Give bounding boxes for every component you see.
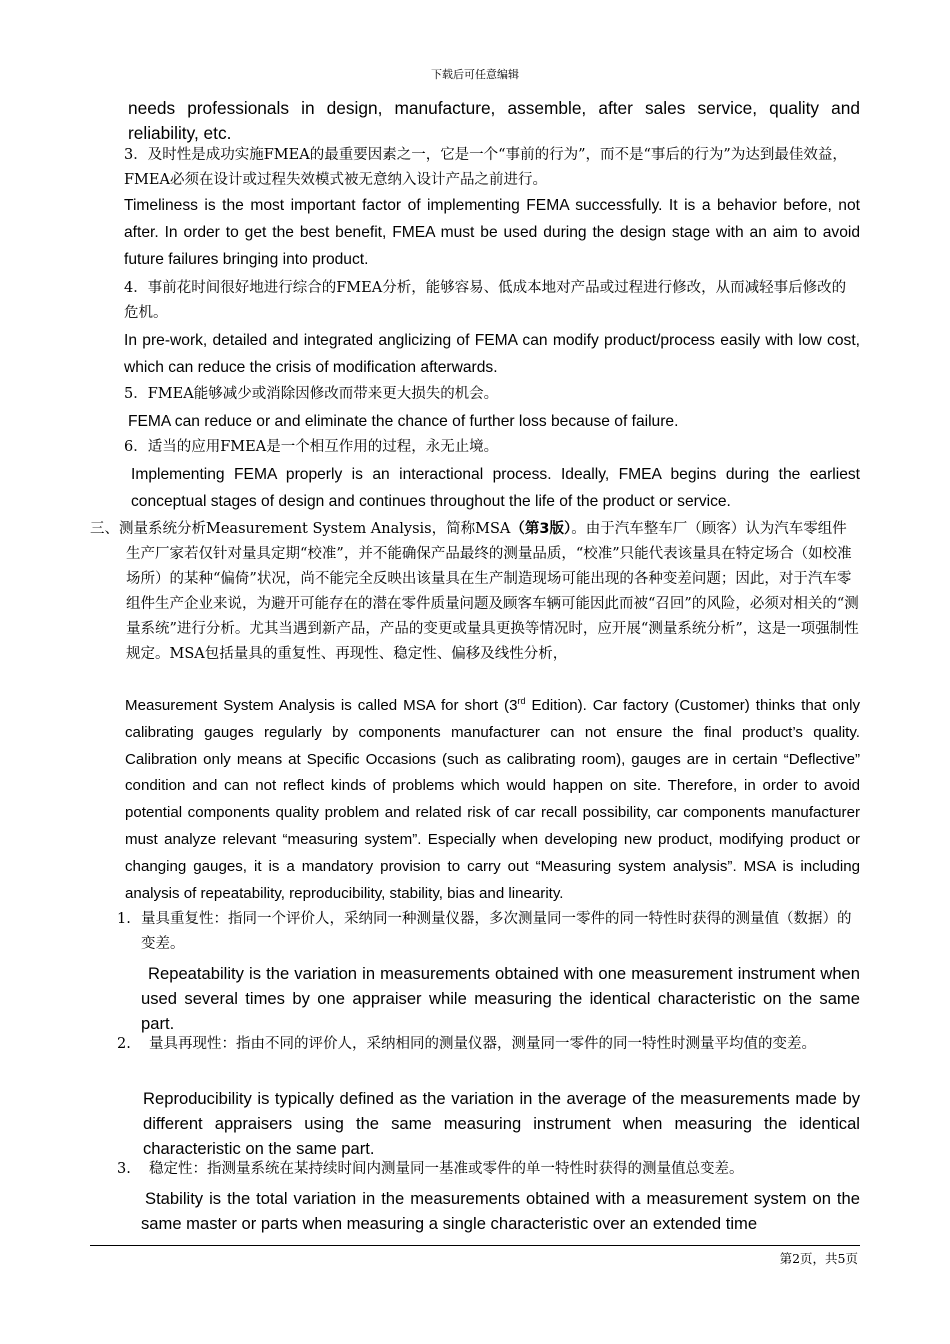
item-1-text: 量具重复性：指同一个评价人，采纳同一种测量仪器，多次测量同一零件的同一特性时获得的测量值（数据）的变差。 (141, 911, 852, 952)
item-2-chinese (117, 1032, 860, 1057)
item-3-number: 3. (117, 1161, 131, 1177)
item-2-number: 2. (117, 1036, 131, 1052)
section-3-chinese (90, 517, 860, 667)
item-1-chinese (117, 907, 860, 957)
page-header: 下载后可任意编辑 (431, 68, 519, 81)
point-4-chinese: 4．事前花时间很好地进行综合的FMEA分析，能够容易、低成本地对产品或过程进行修改，从而减轻事后修改的危机。 (124, 280, 847, 321)
item-3-english: Stability is the total variation in the measurements obtained with a measurement system on the same master or parts when measuring a single characteristic over an extended time (141, 1189, 860, 1233)
section-3-title: 三、测量系统分析Measurement System Analysis，简称MSA (90, 521, 511, 537)
point-3-chinese: 3．及时性是成功实施FMEA的最重要因素之一，它是一个“事前的行为”，而不是“事后的行为”为达到最佳效益，FMEA必须在设计或过程失效模式被无意纳入设计产品之前进行。 (124, 147, 847, 188)
point-6-english: Implementing FEMA properly is an interactional process. Ideally, FMEA begins during the earliest conceptual stages of design and continues throughout the life of the product or service. (131, 466, 860, 510)
section-3-superscript: rd (517, 695, 526, 706)
section-3-body: 。由于汽车整车厂（顾客）认为汽车零组件生产厂家若仅针对量具定期“校准”，并不能确保产品最终的测量品质，“校准”只能代表该量具在特定场合（如校准场所）的某种“偏倚”状况，尚不能完全反映出该量具在生产制造现场可能出现的各种变差问题；因此，对于汽车零组件生产企业来说，为避开可能存在的潜在零件质量问题及顾客车辆可能因此而被“召回”的风险，必须对相关的“测量系统”进行分析。尤其当遇到新产品，产品的变更或量具更换等情况时，应开展“测量系统分析”，这是一项强制性规定。MSA包括量具的重复性、再现性、稳定性、偏移及线性分析， (126, 521, 859, 662)
point-4-english: In pre-work, detailed and integrated anglicizing of FEMA can modify product/process easily with low cost, which can reduce the crisis of modification afterwards. (124, 332, 860, 376)
item-3-text: 稳定性：指测量系统在某持续时间内测量同一基准或零件的单一特性时获得的测量值总变差。 (149, 1161, 744, 1177)
section-3-edition: （第3版） (510, 521, 572, 537)
item-2-english: Reproducibility is typically defined as the variation in the average of the measurements made by different appraisers using the same measuring instrument when measuring the identical characteristic on the same part. (143, 1089, 860, 1158)
point-5-english: FEMA can reduce or and eliminate the chance of further loss because of failure. (128, 413, 679, 430)
page-number: 第2页，共5页 (779, 1251, 858, 1266)
item-1-number: 1. (117, 911, 131, 927)
section-3-english-rest: Edition). Car factory (Customer) thinks that only calibrating gauges regularly by components manufacturer can not ensure the final product’s quality. Calibration only means at Specific Occasions (such as calibrating room), gauges are in certain “Deflective” condition and can not reflect kinds of problems which would happen on site. Therefore, in order to avoid potential components quality problem and related risk of car recall possibility, car components manufacturer must analyze relevant “measuring system”. Especially when developing new product, modifying product or changing gauges, it is a mandatory provision to carry out “Measuring system analysis”. MSA is including analysis of repeatability, reproducibility, stability, bias and linearity. (125, 697, 860, 902)
item-2-text: 量具再现性：指由不同的评价人，采纳相同的测量仪器，测量同一零件的同一特性时测量平均值的变差。 (149, 1036, 816, 1052)
footer-divider (90, 1245, 860, 1246)
section-3-english (125, 693, 860, 907)
point-5-chinese: 5．FMEA能够减少或消除因修改而带来更大损失的机会。 (124, 386, 499, 402)
point-6-chinese: 6．适当的应用FMEA是一个相互作用的过程，永无止境。 (124, 439, 499, 455)
item-1-english: Repeatability is the variation in measurements obtained with one measurement instrument when used several times by one appraiser while measuring the identical characteristic on the same part. (141, 964, 860, 1033)
intro-english-paragraph: needs professionals in design, manufacture, assemble, after sales service, quality and reliability, etc. (128, 98, 860, 143)
section-3-english-start: Measurement System Analysis is called MSA for short (3 (125, 697, 518, 714)
point-3-english: Timeliness is the most important factor of implementing FEMA successfully. It is a behavior before, not after. In order to get the best benefit, FMEA must be used during the design stage with an aim to avoid future failures bringing into product. (124, 197, 860, 268)
item-3-chinese (117, 1157, 860, 1182)
